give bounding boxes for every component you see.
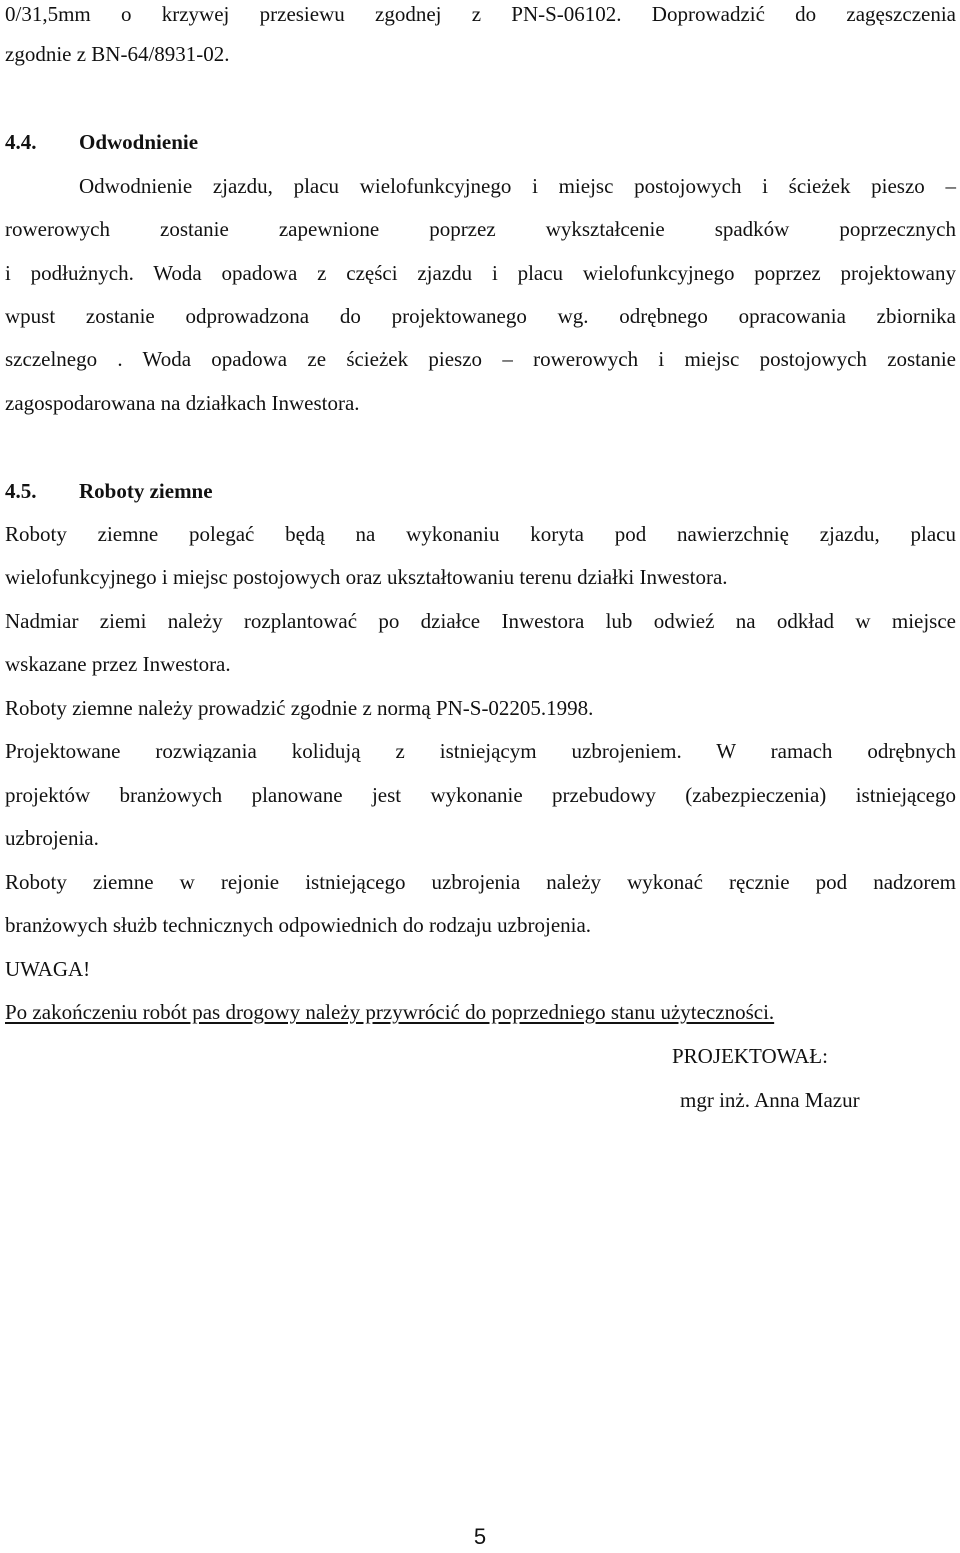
section-title: Roboty ziemne — [79, 479, 213, 503]
paragraph-line: i podłużnych. Woda opadowa z części zjazdu i placu wielofunkcyjnego poprzez projektowany — [5, 261, 956, 285]
section-heading-4-5 — [5, 477, 956, 505]
section-number: 4.4. — [5, 130, 37, 154]
paragraph-line: branżowych służb technicznych odpowiednich do rodzaju uzbrojenia. — [5, 913, 592, 937]
paragraph-line: rowerowych zostanie zapewnione poprzez wykształcenie spadków poprzecznych — [5, 217, 956, 241]
intro-line: zgodnie z BN-64/8931-02. — [5, 42, 230, 66]
paragraph-line: Roboty ziemne polegać będą na wykonaniu koryta pod nawierzchnię zjazdu, placu — [5, 522, 956, 546]
page-number: 5 — [473, 1524, 487, 1549]
paragraph-line: Projektowane rozwiązania kolidują z istniejącym uzbrojeniem. W ramach odrębnych — [5, 739, 956, 763]
paragraph-line: zagospodarowana na działkach Inwestora. — [5, 391, 360, 415]
intro-line: 0/31,5mm o krzywej przesiewu zgodnej z PN-S-06102. Doprowadzić do zagęszczenia — [5, 2, 956, 26]
section-number: 4.5. — [5, 479, 37, 503]
paragraph-line: wskazane przez Inwestora. — [5, 652, 231, 676]
paragraph-line: uzbrojenia. — [5, 826, 99, 850]
paragraph-line: szczelnego . Woda opadowa ze ścieżek pieszo – rowerowych i miejsc postojowych zostanie — [5, 347, 956, 371]
signature-label: PROJEKTOWAŁ: — [672, 1044, 828, 1068]
signature-name: mgr inż. Anna Mazur — [680, 1088, 860, 1112]
paragraph-line: Odwodnienie zjazdu, placu wielofunkcyjnego i miejsc postojowych i ścieżek pieszo – — [79, 174, 956, 198]
section-title: Odwodnienie — [79, 130, 199, 154]
paragraph-line: Roboty ziemne w rejonie istniejącego uzbrojenia należy wykonać ręcznie pod nadzorem — [5, 870, 956, 894]
warning-text: Po zakończeniu robót pas drogowy należy przywrócić do poprzedniego stanu użyteczności. — [5, 1000, 775, 1024]
paragraph-line: Roboty ziemne należy prowadzić zgodnie z normą PN-S-02205.1998. — [5, 696, 594, 720]
paragraph-line: wpust zostanie odprowadzona do projektowanego wg. odrębnego opracowania zbiornika — [5, 304, 956, 328]
paragraph-line: projektów branżowych planowane jest wykonanie przebudowy (zabezpieczenia) istniejącego — [5, 783, 956, 807]
paragraph-line: wielofunkcyjnego i miejsc postojowych oraz ukształtowaniu terenu działki Inwestora. — [5, 565, 728, 589]
section-heading-4-4 — [5, 128, 956, 156]
paragraph-line: Nadmiar ziemi należy rozplantować po działce Inwestora lub odwieź na odkład w miejsce — [5, 609, 956, 633]
warning-label: UWAGA! — [5, 957, 91, 981]
